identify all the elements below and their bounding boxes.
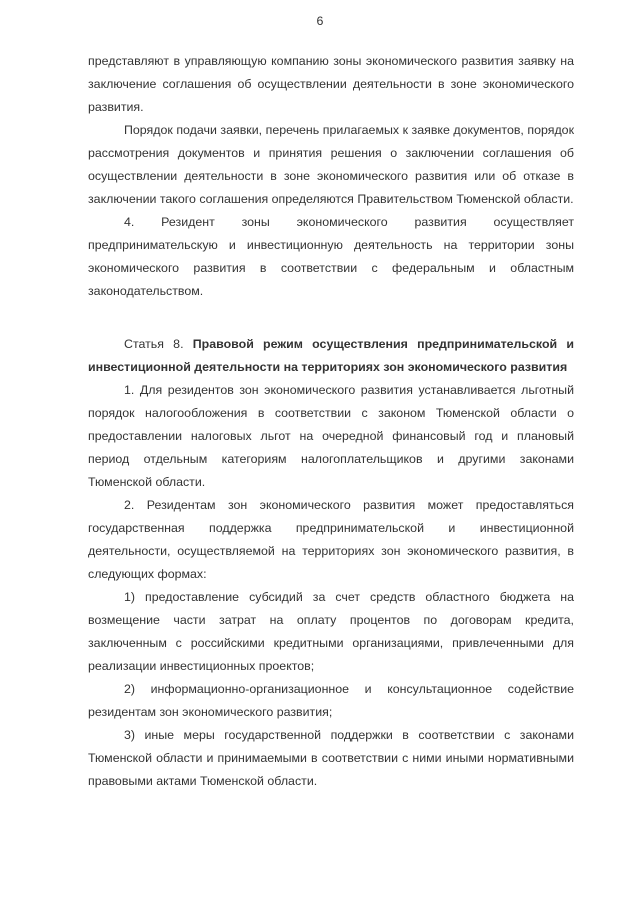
- list-item-consulting: 2) информационно-организационное и консультационное содействие резидентам зон экономического развития;: [88, 682, 574, 719]
- paragraph-tax-regime: 1. Для резидентов зон экономического развития устанавливается льготный порядок налогообложения в соответствии с законом Тюменской области о предоставлении налоговых льгот на очередной финансовый год и плановый период отдельным категориям налогоплательщиков и другими законами Тюменской области.: [88, 383, 574, 489]
- document-body: [88, 50, 574, 793]
- list-item-other-measures: 3) иные меры государственной поддержки в соответствии с законами Тюменской области и принимаемыми в соответствии с ними иными нормативными правовыми актами Тюменской области.: [88, 728, 574, 788]
- article-label: Статья 8.: [124, 337, 184, 351]
- article-title: Правовой режим осуществления предпринимательской и инвестиционной деятельности на территориях зон экономического развития: [88, 337, 575, 374]
- section-spacer: [88, 303, 574, 333]
- paragraph-state-support: 2. Резидентам зон экономического развития может предоставляться государственная поддержка предпринимательской и инвестиционной деятельности, осуществляемой на территориях зон экономического развития, в следующих формах:: [88, 498, 574, 581]
- list-item-subsidies: 1) предоставление субсидий за счет средств областного бюджета на возмещение части затрат на оплату процентов по договорам кредита, заключенным с российскими кредитными организациями, привлеченными для реализации инвестиционных проектов;: [88, 590, 574, 673]
- paragraph-continuation: представляют в управляющую компанию зоны экономического развития заявку на заключение соглашения об осуществлении деятельности в зоне экономического развития.: [88, 54, 574, 114]
- paragraph-application-procedure: Порядок подачи заявки, перечень прилагаемых к заявке документов, порядок рассмотрения документов и принятия решения о заключении соглашения об осуществлении деятельности в зоне экономического развития или об отказе в заключении такого соглашения определяются Правительством Тюменской области.: [88, 123, 574, 206]
- paragraph-resident-activity: 4. Резидент зоны экономического развития осуществляет предпринимательскую и инвестиционную деятельность на территории зоны экономического развития в соответствии с федеральным и областным законодательством.: [88, 215, 574, 298]
- page-number: 6: [316, 14, 324, 28]
- article-heading: [88, 333, 574, 379]
